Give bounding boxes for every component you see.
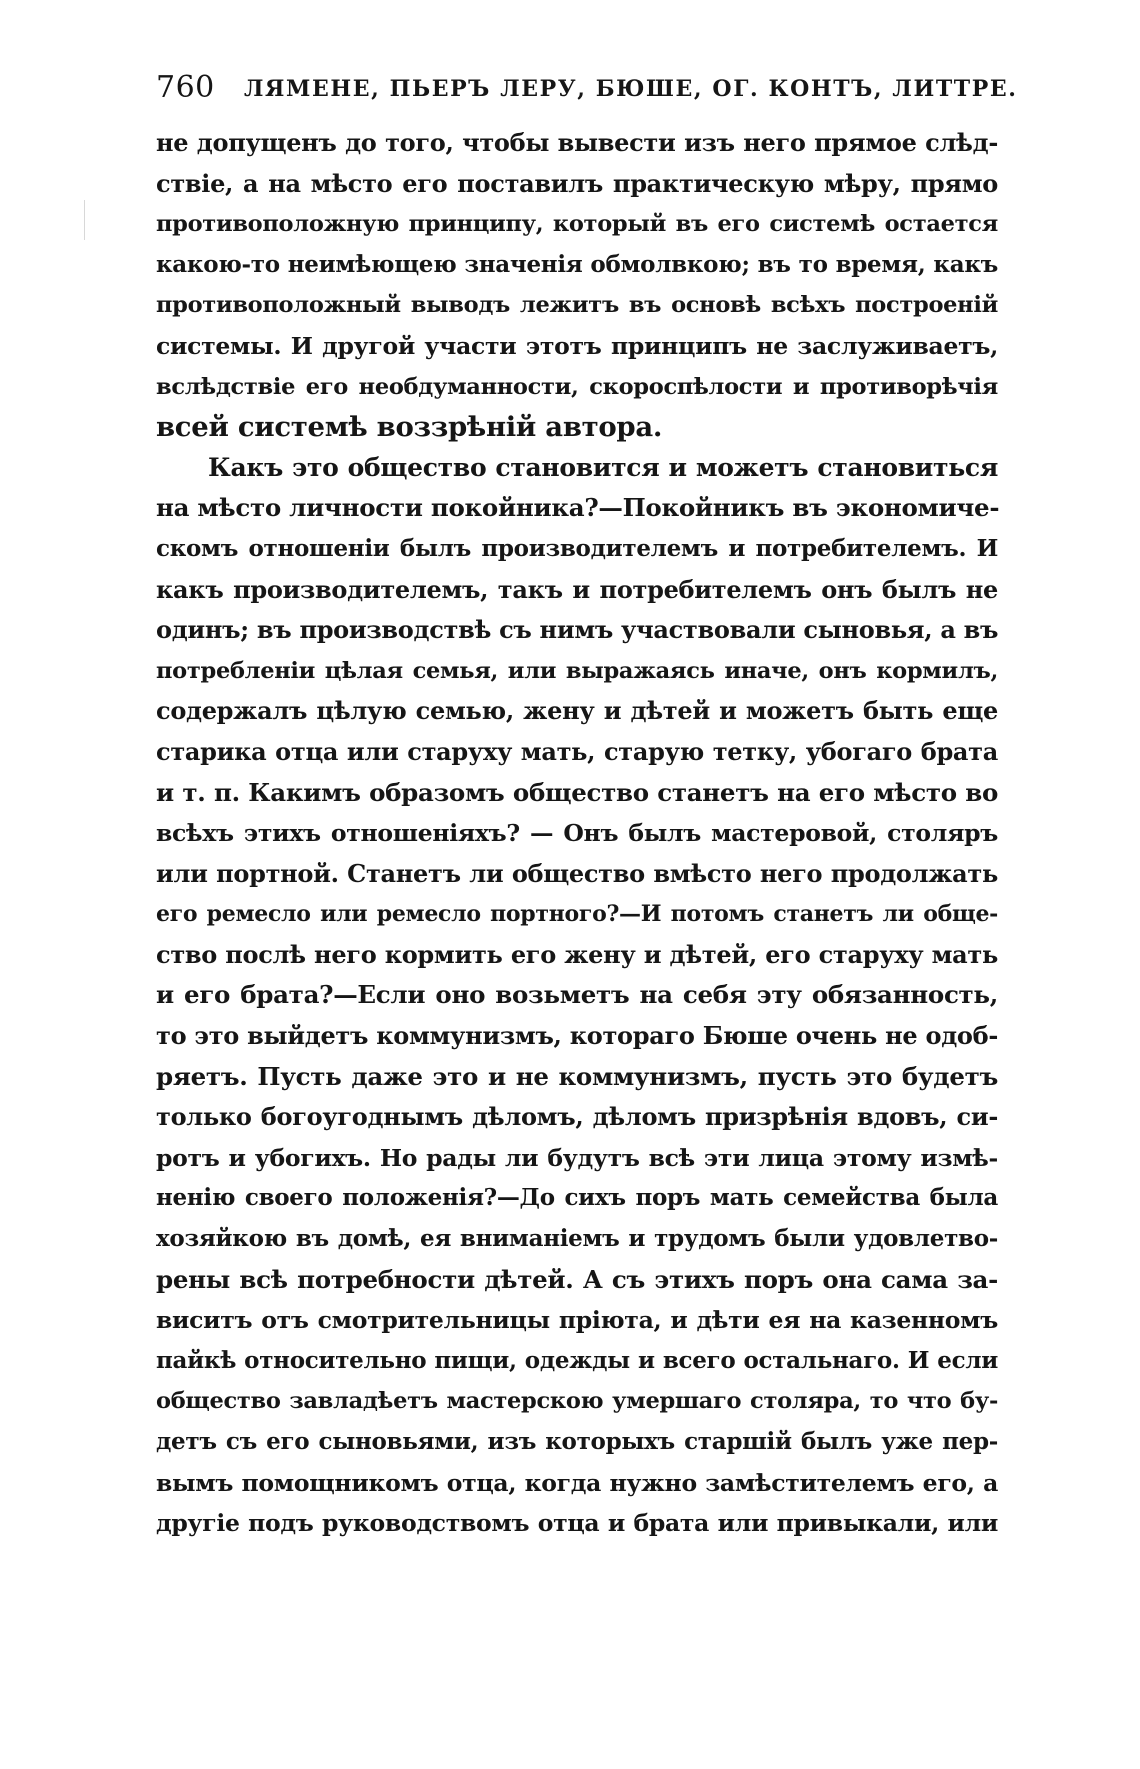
text-line: или портной. Станетъ ли общество вмѣсто него продолжать xyxy=(156,858,998,888)
text-line: и т. п. Какимъ образомъ общество станетъ на его мѣсто во xyxy=(156,777,998,807)
text-line: противоположный выводъ лежитъ въ основѣ всѣхъ построеній xyxy=(156,292,998,319)
text-line: общество завладѣетъ мастерскою умершаго столяра, то что бу- xyxy=(156,1388,998,1415)
text-line: только богоугоднымъ дѣломъ, дѣломъ призрѣнія вдовъ, си- xyxy=(156,1102,998,1132)
text-line: то это выйдетъ коммунизмъ, котораго Бюше очень не одоб- xyxy=(156,1021,998,1051)
text-line: всѣхъ этихъ отношеніяхъ? — Онъ былъ мастеровой, столяръ xyxy=(156,819,998,848)
text-line: его ремесло или ремесло портного?—И потомъ станетъ ли обще- xyxy=(156,901,998,928)
text-line: не допущенъ до того, чтобы вывести изъ него прямое слѣд- xyxy=(156,128,998,157)
text-line: вслѣдствіе его необдуманности, скороспѣлости и противорѣчія xyxy=(156,373,998,400)
text-line: содержалъ цѣлую семью, жену и дѣтей и можетъ быть еще xyxy=(156,696,998,726)
text-line: противоположную принципу, который въ его системѣ остается xyxy=(156,211,998,238)
text-line: другіе подъ руководствомъ отца и брата или привыкали, или xyxy=(156,1509,998,1538)
text-line: виситъ отъ смотрительницы пріюта, и дѣти ея на казенномъ xyxy=(156,1306,998,1335)
text-line: какою-то неимѣющею значенія обмолвкою; въ то время, какъ xyxy=(156,250,998,278)
text-line: ряетъ. Пусть даже это и не коммунизмъ, пусть это будетъ xyxy=(156,1061,998,1091)
text-line: детъ съ его сыновьями, изъ которыхъ старшій былъ уже пер- xyxy=(156,1428,998,1455)
text-line: одинъ; въ производствѣ съ нимъ участвовали сыновья, а въ xyxy=(156,615,999,645)
text-line: скомъ отношеніи былъ производителемъ и потребителемъ. И xyxy=(156,534,998,562)
text-line: потребленіи цѣлая семья, или выражаясь иначе, онъ кормилъ, xyxy=(156,657,998,684)
text-line: ствіе, а на мѣсто его поставилъ практическую мѣру, прямо xyxy=(156,168,998,198)
text-line: пайкѣ относительно пищи, одежды и всего остальнаго. И если xyxy=(156,1346,998,1374)
body-text xyxy=(156,123,998,1544)
paragraph-first-line: Какъ это общество становится и можетъ становиться xyxy=(208,452,998,482)
text-line: рены всѣ потребности дѣтей. А съ этихъ поръ она сама за- xyxy=(156,1264,998,1294)
text-line: хозяйкою въ домѣ, ея вниманіемъ и трудомъ были удовлетво- xyxy=(156,1225,998,1253)
text-line: на мѣсто личности покойника?—Покойникъ въ экономиче- xyxy=(156,493,1000,523)
page-number: 760 xyxy=(156,70,215,105)
text-line: ненію своего положенія?—До сихъ поръ мать семейства была xyxy=(156,1184,998,1212)
text-line: старика отца или старуху мать, старую тетку, убогаго брата xyxy=(156,736,998,766)
running-head: ЛЯМЕНЕ, ПЬЕРЪ ЛЕРУ, БЮШЕ, ОГ. КОНТЪ, ЛИТТРЕ. xyxy=(244,76,1018,102)
scan-edge-mark xyxy=(84,200,85,240)
text-line: вымъ помощникомъ отца, когда нужно замѣстителемъ его, а xyxy=(156,1468,998,1497)
page-header xyxy=(156,68,1018,108)
text-line: ство послѣ него кормить его жену и дѣтей, его старуху мать xyxy=(156,939,998,969)
text-line: и его брата?—Если оно возьметъ на себя эту обязанность, xyxy=(156,980,998,1010)
text-line: ротъ и убогихъ. Но рады ли будутъ всѣ эти лица этому измѣ- xyxy=(156,1143,998,1172)
paragraph-end-line: всей системѣ воззрѣній автора. xyxy=(156,411,663,444)
text-line: какъ производителемъ, такъ и потребителемъ онъ былъ не xyxy=(156,574,998,604)
text-line: системы. И другой участи этотъ принципъ не заслуживаетъ, xyxy=(156,331,998,360)
